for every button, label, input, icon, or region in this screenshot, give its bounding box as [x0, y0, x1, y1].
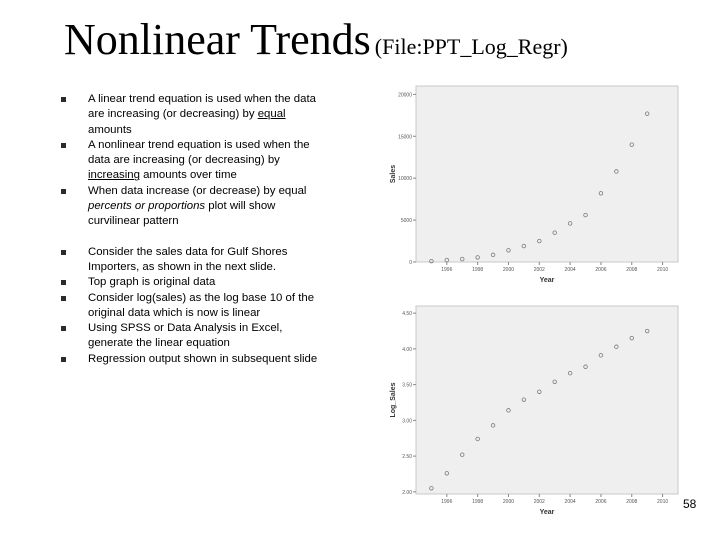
bullet-square-icon: [61, 97, 66, 102]
bullet-item: When data increase (or decrease) by equal percents or proportions plot will show curvilinear pattern: [60, 184, 330, 230]
y-tick-label: 2.50: [402, 454, 412, 461]
plot-area: [416, 306, 678, 494]
y-tick-label: 15000: [398, 134, 412, 141]
bullet-item: A nonlinear trend equation is used when the data are increasing (or decreasing) by increasing amounts over time: [60, 138, 330, 184]
bullet-item: Using SPSS or Data Analysis in Excel, generate the linear equation: [60, 321, 330, 352]
x-tick-label: 2008: [626, 267, 638, 273]
x-tick-label: 2002: [533, 267, 545, 273]
title-main-text: Nonlinear Trends: [64, 15, 371, 64]
x-tick-label: 2008: [626, 499, 638, 505]
x-tick-label: 2000: [502, 267, 515, 273]
bullet-item: Top graph is original data: [60, 275, 330, 290]
page-number: 58: [683, 497, 697, 511]
x-tick-label: 1998: [472, 267, 484, 273]
bullet-item: Consider the sales data for Gulf Shores Importers, as shown in the next slide.: [60, 245, 330, 276]
y-axis-label: Sales: [390, 164, 397, 184]
x-tick-label: 2006: [595, 499, 607, 505]
x-tick-label: 1996: [441, 499, 453, 505]
x-tick-label: 1998: [472, 499, 484, 505]
y-tick-label: 10000: [398, 176, 412, 183]
x-tick-label: 2010: [657, 267, 669, 273]
y-tick-label: 4.50: [402, 311, 412, 318]
y-tick-label: 2.00: [402, 489, 412, 496]
bullet-square-icon: [61, 250, 66, 255]
x-tick-label: 2006: [595, 267, 607, 273]
x-tick-label: 2000: [502, 499, 515, 505]
y-tick-label: 4.00: [402, 346, 412, 353]
x-tick-label: 1996: [441, 267, 453, 273]
y-tick-label: 20000: [398, 92, 412, 99]
bullet-square-icon: [61, 326, 66, 331]
sales-scatter-chart: [386, 78, 690, 292]
plot-area: [416, 86, 678, 262]
y-tick-label: 3.50: [402, 382, 412, 389]
x-tick-label: 2004: [564, 267, 576, 273]
log-sales-scatter-chart: [386, 300, 690, 516]
bullet-item: A linear trend equation is used when the data are increasing (or decreasing) by equal amounts: [60, 92, 330, 138]
bullet-square-icon: [61, 189, 66, 194]
x-tick-label: 2002: [533, 499, 545, 505]
x-axis-label: Year: [539, 277, 555, 284]
bullet-square-icon: [61, 143, 66, 148]
x-tick-label: 2004: [564, 499, 576, 505]
slide-title: [64, 14, 568, 65]
bullet-square-icon: [61, 280, 66, 285]
y-tick-label: 0: [409, 260, 412, 266]
y-axis-label: Log_Sales: [390, 382, 397, 418]
bullet-square-icon: [61, 357, 66, 362]
bullet-list: [60, 92, 330, 367]
bullet-item: Regression output shown in subsequent slide: [60, 352, 330, 367]
bullet-square-icon: [61, 296, 66, 301]
x-tick-label: 2010: [657, 499, 669, 505]
y-tick-label: 3.00: [402, 418, 412, 425]
title-file-reference: (File:PPT_Log_Regr): [374, 34, 568, 59]
bullet-item: Consider log(sales) as the log base 10 of the original data which is now is linear: [60, 291, 330, 322]
x-axis-label: Year: [539, 509, 555, 516]
y-tick-label: 5000: [400, 218, 412, 225]
